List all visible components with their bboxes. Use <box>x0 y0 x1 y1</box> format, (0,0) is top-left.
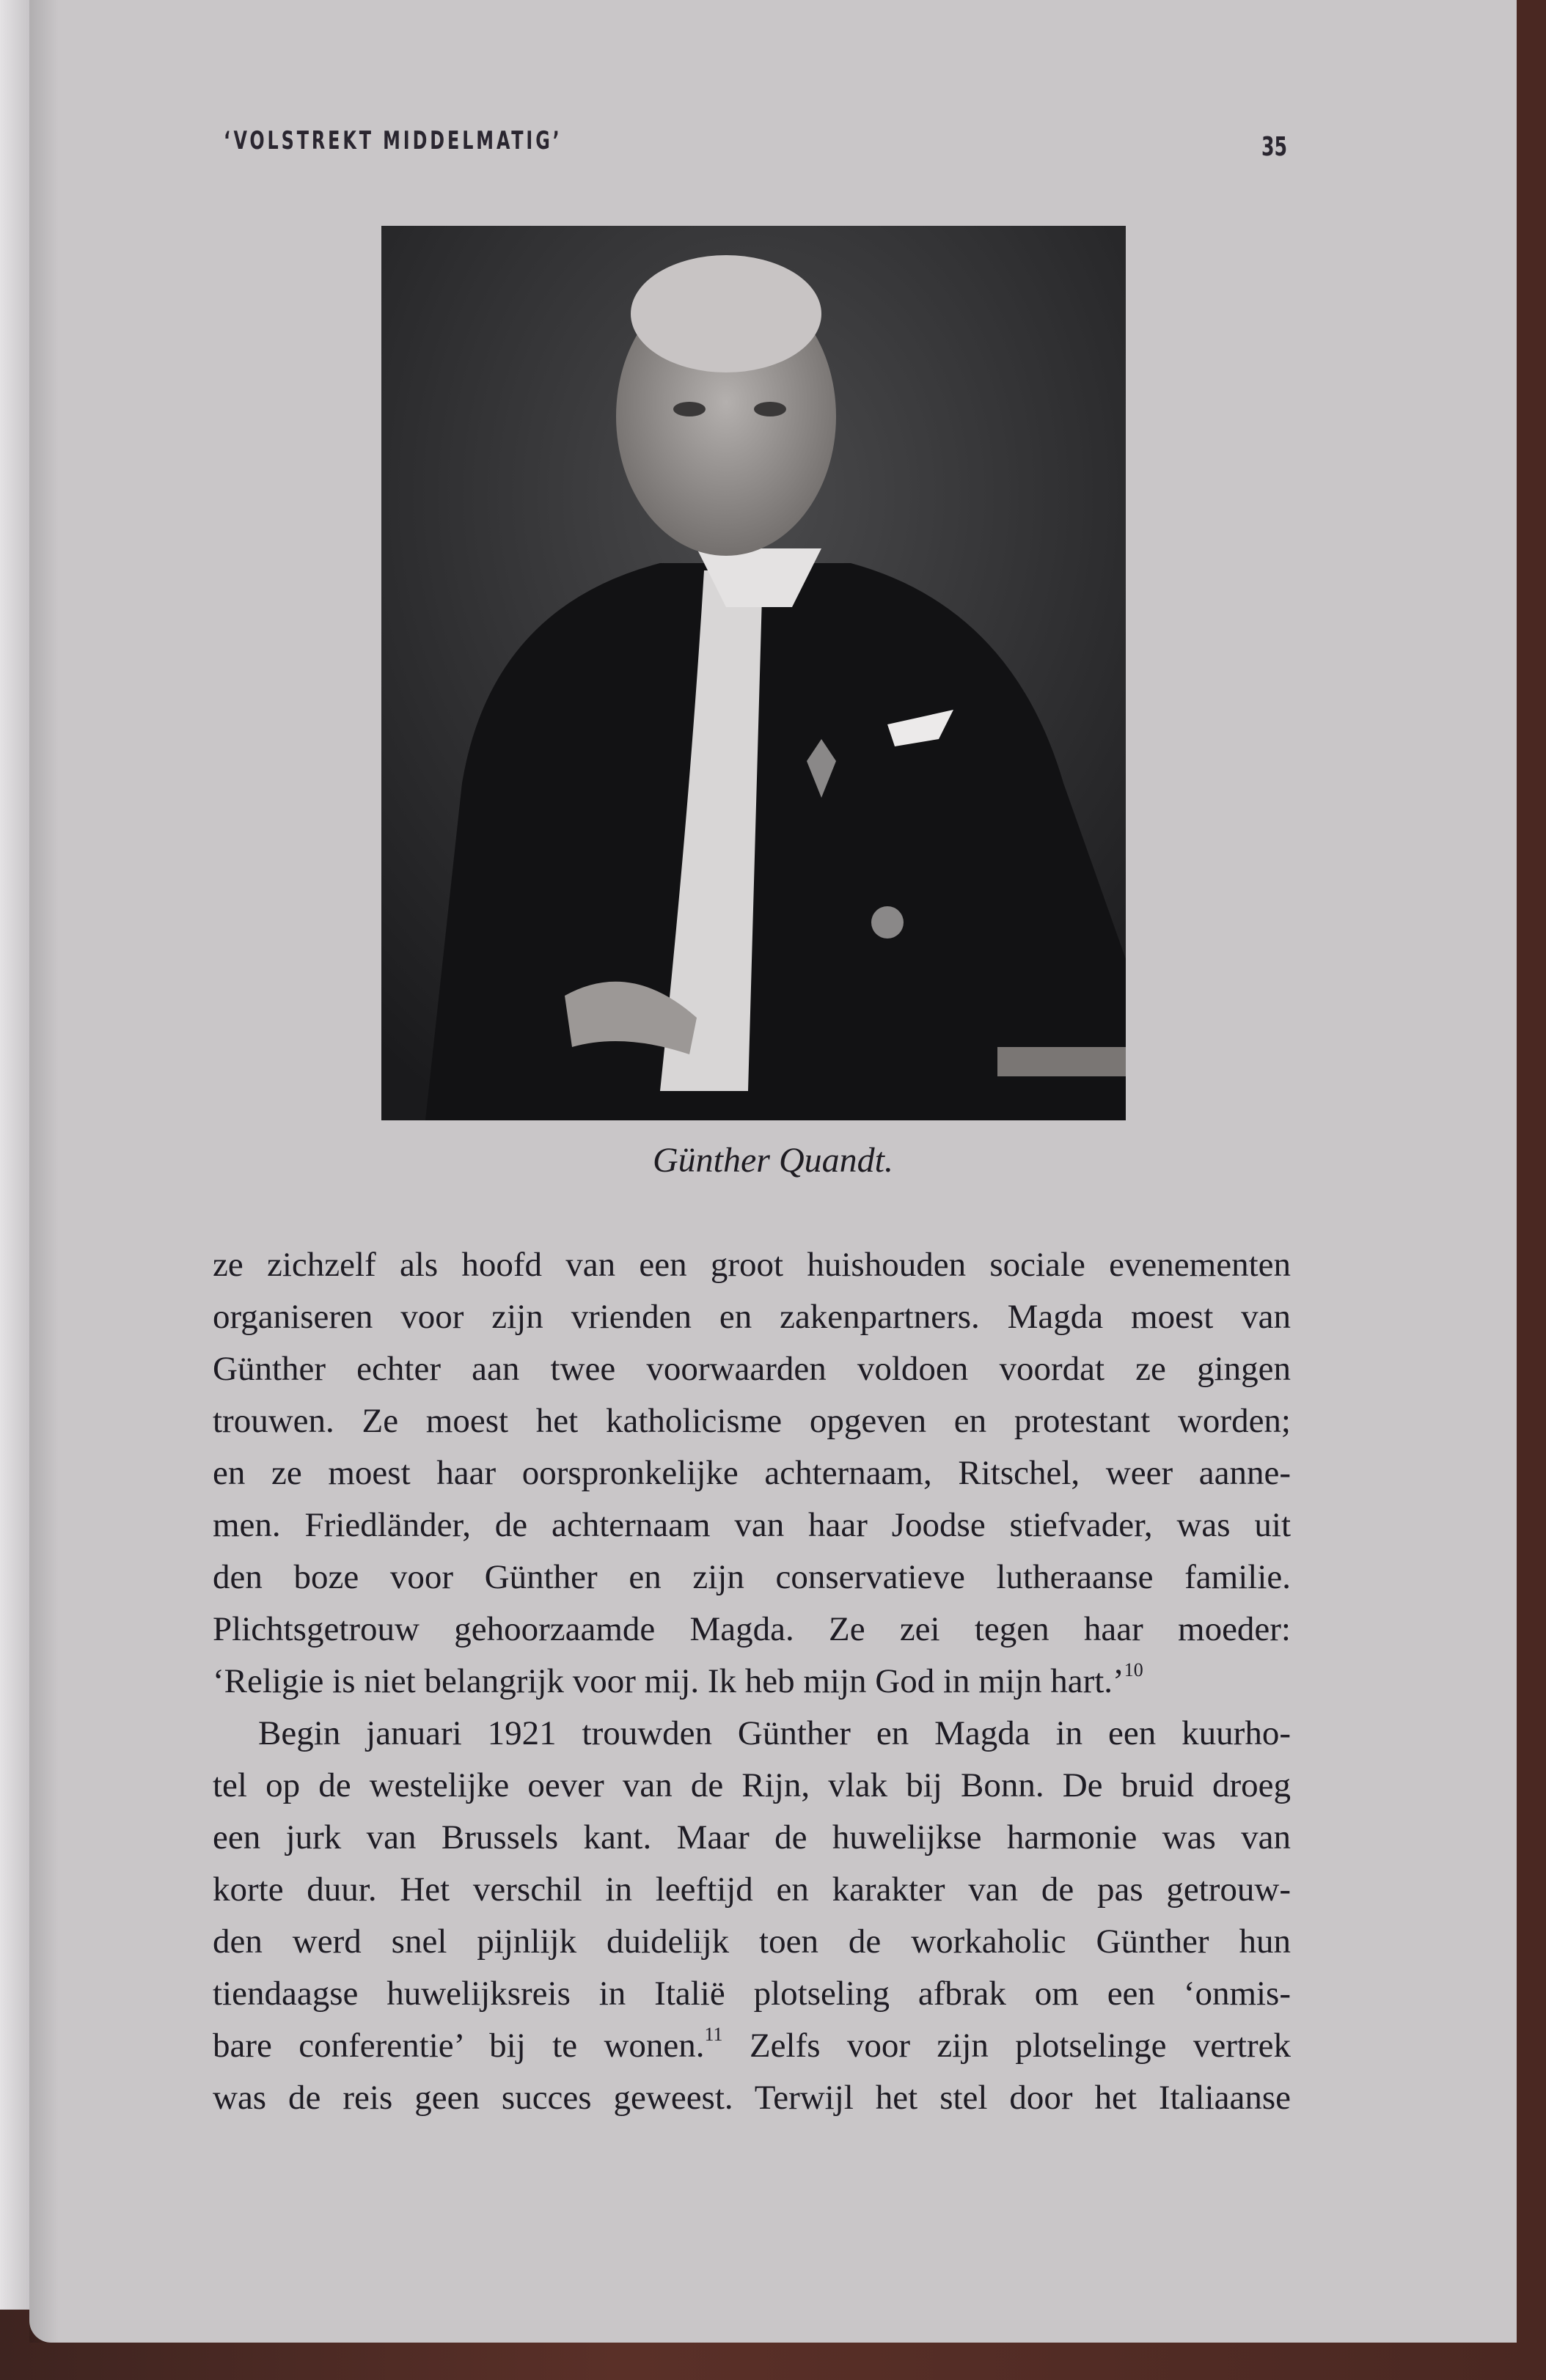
text-line: organiseren voor zijn vrienden en zakenpartners. Magda moest van <box>213 1298 1291 1336</box>
text-line: en ze moest haar oorspronkelijke achternaam, Ritschel, weer aanne- <box>213 1454 1291 1492</box>
running-head: ‘VOLSTREKT MIDDELMATIG’ <box>224 126 563 155</box>
page-number: 35 <box>1261 132 1288 162</box>
body-text <box>213 1239 1291 2124</box>
text-line: ze zichzelf als hoofd van een groot huishouden sociale evenementen <box>213 1246 1291 1284</box>
text-line: trouwen. Ze moest het katholicisme opgeven en protestant worden; <box>213 1402 1291 1440</box>
text-line: tiendaagse huwelijksreis in Italië plotseling afbrak om een ‘onmis- <box>213 1975 1291 2013</box>
text-line <box>213 1656 1291 1708</box>
portrait-illustration <box>381 226 1126 1120</box>
text-line: was de reis geen succes geweest. Terwijl het stel door het Italiaanse <box>213 2079 1291 2117</box>
text-segment: Zelfs voor zijn plotselinge vertrek <box>722 2027 1291 2065</box>
text-line: den werd snel pijnlijk duidelijk toen de workaholic Günther hun <box>213 1922 1291 1961</box>
text-line: men. Friedländer, de achternaam van haar Joodse stiefvader, was uit <box>213 1506 1291 1544</box>
text-line: den boze voor Günther en zijn conservatieve lutheraanse familie. <box>213 1558 1291 1596</box>
photo-caption: Günther Quandt. <box>653 1141 893 1180</box>
text-line: tel op de westelijke oever van de Rijn, vlak bij Bonn. De bruid droeg <box>213 1766 1291 1804</box>
quote-text: ‘Religie is niet belangrijk voor mij. Ik heb mijn God in mijn hart.’ <box>213 1662 1124 1700</box>
text-line <box>213 2020 1291 2072</box>
portrait-photo <box>381 226 1126 1120</box>
footnote-ref: 11 <box>704 2024 723 2045</box>
text-line: een jurk van Brussels kant. Maar de huwelijkse harmonie was van <box>213 1818 1291 1856</box>
text-line: Plichtsgetrouw gehoorzaamde Magda. Ze zei tegen haar moeder: <box>213 1610 1291 1648</box>
text-segment: bare conferentie’ bij te wonen. <box>213 2027 705 2065</box>
text-line: Begin januari 1921 trouwden Günther en Magda in een kuurho- <box>258 1714 1291 1752</box>
text-line: Günther echter aan twee voorwaarden voldoen voordat ze gingen <box>213 1350 1291 1388</box>
text-line: korte duur. Het verschil in leeftijd en karakter van de pas getrouw- <box>213 1870 1291 1909</box>
footnote-ref: 10 <box>1124 1659 1143 1681</box>
